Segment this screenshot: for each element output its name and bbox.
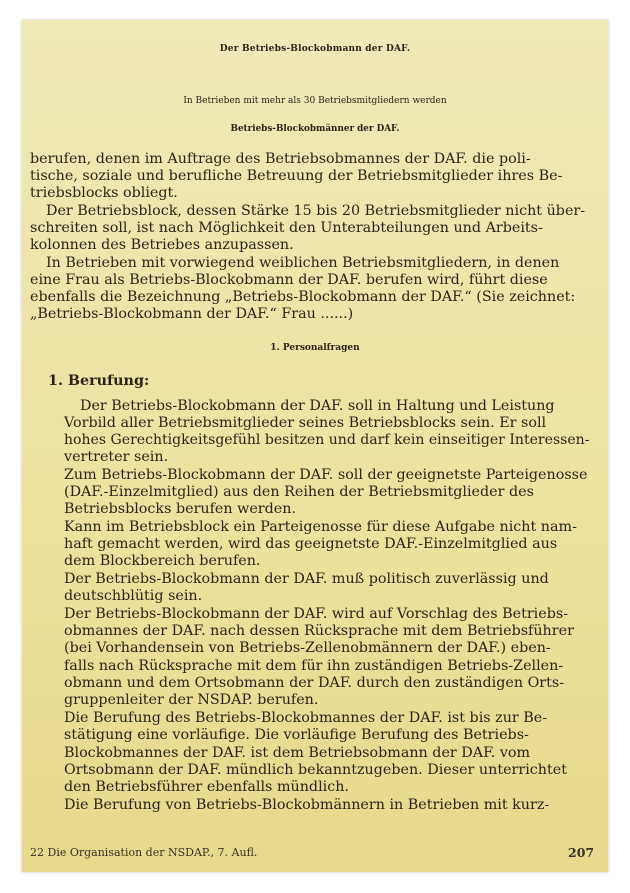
text-line: In Betrieben mit vorwiegend weiblichen Betriebsmitgliedern, in denen [46,255,560,271]
text-line: (DAF.-Einzelmitglied) aus den Reihen der Betriebsmitglieder des [64,484,534,500]
text-line: triebsblocks obliegt. [30,185,178,201]
text-line: tische, soziale und berufliche Betreuung der Betriebsmitglieder ihres Be- [30,168,563,184]
text-line: vertreter sein. [64,449,169,465]
text-line: obmannes der DAF. nach dessen Rücksprache mit dem Betriebsführer [64,623,574,639]
text-line: schreiten soll, ist nach Möglichkeit den Unterabteilungen und Arbeits- [30,220,543,236]
intro-line: In Betrieben mit mehr als 30 Betriebsmitgliedern werden [183,96,447,106]
text-line: (bei Vorhandensein von Betriebs-Zellenobmännern der DAF.) eben- [64,640,551,656]
text-line: haft gemacht werden, wird das geeignetste DAF.-Einzelmitglied aus [64,536,558,552]
text-line: eine Frau als Betriebs-Blockobmann der DAF. berufen wird, führt diese [30,272,548,288]
text-line: Vorbild aller Betriebsmitglieder seines Betriebsblocks sein. Er soll [64,415,547,431]
text-line: Der Betriebs-Blockobmann der DAF. wird auf Vorschlag des Betriebs- [64,606,569,622]
page-number: 207 [568,845,595,860]
text-line: Blockobmannes der DAF. ist dem Betriebsobmann der DAF. vom [64,745,531,761]
text-line: berufen, denen im Auftrage des Betriebsobmannes der DAF. die poli- [30,151,531,167]
subsection-heading: 1. Berufung: [48,373,150,389]
subheading: Betriebs-Blockobmänner der DAF. [230,124,400,134]
text-line: Der Betriebsblock, dessen Stärke 15 bis 20 Betriebsmitglieder nicht über- [46,203,586,219]
footer-source: 22 Die Organisation der NSDAP., 7. Aufl. [30,846,258,859]
section-heading: 1. Personalfragen [270,343,360,353]
text-line: stätigung eine vorläufige. Die vorläufige Berufung des Betriebs- [64,727,529,743]
text-line: Die Berufung von Betriebs-Blockobmännern in Betrieben mit kurz- [64,797,550,813]
text-line: ebenfalls die Bezeichnung „Betriebs-Blockobmann der DAF.“ (Sie zeichnet: [30,289,576,305]
text-line: den Betriebsführer ebenfalls mündlich. [64,779,349,795]
page-title: Der Betriebs-Blockobmann der DAF. [219,44,411,54]
text-line: obmann und dem Ortsobmann der DAF. durch den zuständigen Orts- [64,675,565,691]
text-line: Zum Betriebs-Blockobmann der DAF. soll der geeignetste Parteigenosse [64,467,588,483]
text-line: deutschblütig sein. [64,588,203,604]
document-page [22,20,608,872]
text-line: Der Betriebs-Blockobmann der DAF. soll in Haltung und Leistung [80,398,555,414]
text-line: Ortsobmann der DAF. mündlich bekanntzugeben. Dieser unterrichtet [64,762,567,778]
text-line: kolonnen des Betriebes anzupassen. [30,237,294,253]
text-line: Kann im Betriebsblock ein Parteigenosse für diese Aufgabe nicht nam- [64,519,577,535]
text-line: dem Blockbereich berufen. [64,553,261,569]
text-line: Betriebsblocks berufen werden. [64,501,297,517]
text-line: falls nach Rücksprache mit dem für ihn zuständigen Betriebs-Zellen- [64,658,564,674]
text-line: hohes Gerechtigkeitsgefühl besitzen und darf kein einseitiger Interessen- [64,432,590,448]
text-line: Die Berufung des Betriebs-Blockobmannes der DAF. ist bis zur Be- [64,710,548,726]
text-line: „Betriebs-Blockobmann der DAF.“ Frau ......) [30,306,354,322]
text-line: gruppenleiter der NSDAP. berufen. [64,692,319,708]
text-line: Der Betriebs-Blockobmann der DAF. muß politisch zuverlässig und [64,571,549,587]
